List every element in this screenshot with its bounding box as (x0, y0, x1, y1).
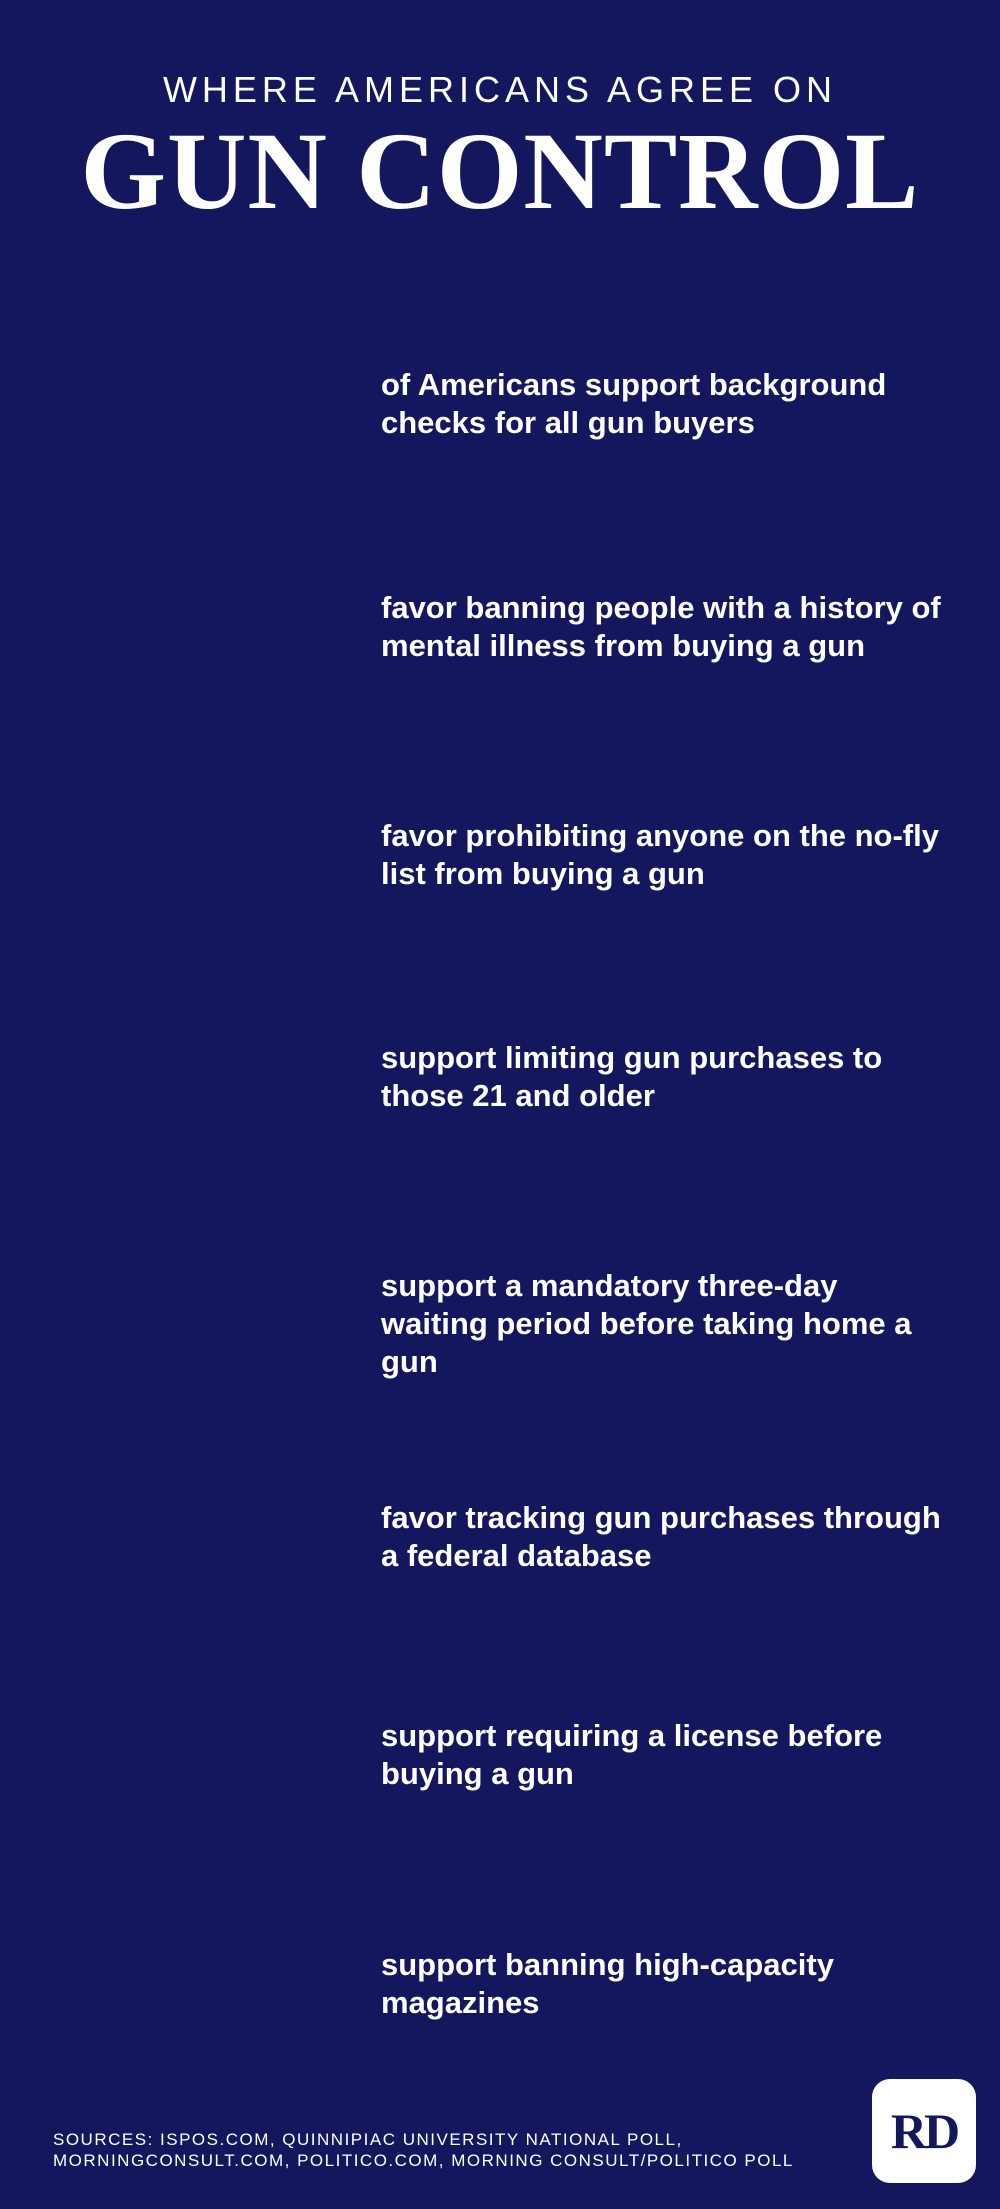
header (0, 69, 1000, 232)
sources-footer: SOURCES: ISPOS.COM, QUINNIPIAC UNIVERSITY NATIONAL POLL, MORNINGCONSULT.COM, POLITICO.COM, MORNING CONSULT/POLITICO POLL (53, 2130, 794, 2170)
stat-description: of Americans support background checks for all gun buyers (381, 367, 887, 440)
stat-age-21 (0, 1039, 1000, 1129)
stat-description: support banning high-capacity magazines (381, 1947, 834, 2020)
stat-description: favor prohibiting anyone on the no-fly list from buying a gun (381, 818, 939, 891)
stat-description: support limiting gun purchases to those 21 and older (381, 1040, 883, 1113)
stat-description: favor banning people with a history of mental illness from buying a gun (381, 590, 941, 663)
stat-description: favor tracking gun purchases through a federal database (381, 1500, 941, 1573)
stat-waiting-period (0, 1267, 1000, 1379)
stat-mental-illness (0, 589, 1000, 679)
stat-background-checks (0, 366, 1000, 456)
stat-description: support requiring a license before buying a gun (381, 1718, 883, 1791)
rd-logo: RD (872, 2079, 976, 2183)
header-kicker: WHERE AMERICANS AGREE ON (162, 69, 838, 110)
stat-no-fly-list (0, 817, 1000, 907)
stat-license (0, 1717, 1000, 1807)
stat-federal-database (0, 1499, 1000, 1589)
page-title: GUN CONTROL (80, 109, 920, 232)
stat-description: support a mandatory three-day waiting period before taking home a gun (381, 1268, 912, 1379)
stat-high-capacity (0, 1946, 1000, 2036)
